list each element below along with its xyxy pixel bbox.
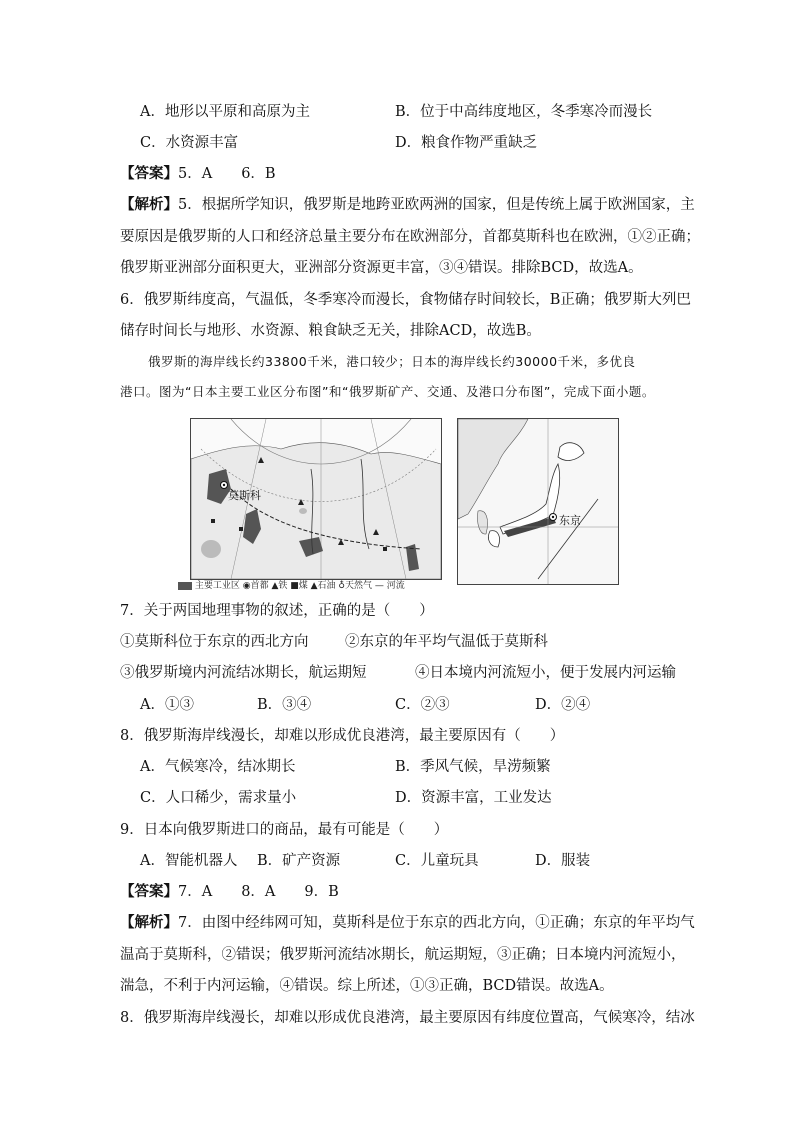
answer-line	[120, 882, 339, 902]
explanation-line: 6．俄罗斯纬度高，气温低，冬季寒冷而漫长，食物储存时间较长，B正确；俄罗斯大列巴	[120, 292, 691, 308]
q8-option-a: A．气候寒冷，结冰期长	[140, 759, 296, 775]
explanation-line: 储存时间长与地形、水资源、粮食缺乏无关，排除ACD，故选B。	[120, 323, 541, 339]
answer-tag: 【答案】	[120, 883, 178, 900]
q9-option-d: D．服装	[535, 853, 591, 869]
answer-tag: 【答案】	[120, 165, 178, 182]
russia-map	[190, 418, 442, 580]
intro-line: 港口。图为“日本主要工业区分布图”和“俄罗斯矿产、交通、及港口分布图”，完成下面小题。	[120, 384, 655, 399]
explanation-line	[120, 195, 695, 215]
question-7-stem: 7．关于两国地理事物的叙述，正确的是（ ）	[120, 603, 434, 619]
question-9-stem: 9．日本向俄罗斯进口的商品，最有可能是（ ）	[120, 822, 449, 838]
map-legend	[178, 578, 458, 591]
q7-option-a: A．①③	[140, 697, 194, 713]
japan-map-graphic	[458, 419, 618, 584]
explanation-tag: 【解析】	[120, 196, 178, 213]
explanation-line	[120, 913, 695, 933]
q7-statement-3: ③俄罗斯境内河流结冰期长，航运期短	[120, 665, 367, 681]
moscow-label: 莫斯科	[228, 489, 261, 502]
option-b: B．位于中高纬度地区，冬季寒冷而漫长	[395, 104, 653, 120]
q8-option-d: D．资源丰富，工业发达	[395, 790, 552, 806]
q7-statement-2: ②东京的年平均气温低于莫斯科	[345, 634, 548, 650]
explanation-tag: 【解析】	[120, 914, 178, 931]
q7-statement-1: ①莫斯科位于东京的西北方向	[120, 634, 309, 650]
explanation-line: 温高于莫斯科，②错误；俄罗斯河流结冰期长，航运期短，③正确；日本境内河流短小，	[120, 947, 686, 963]
q7-statement-4: ④日本境内河流短小，便于发展内河运输	[415, 665, 676, 681]
q9-option-b: B．矿产资源	[257, 853, 341, 869]
explanation-line: 俄罗斯亚洲部分面积更大，亚洲部分资源更丰富，③④错误。排除BCD，故选A。	[120, 260, 643, 276]
q8-option-b: B．季风气候，旱涝频繁	[395, 759, 551, 775]
industrial-zone-swatch	[178, 582, 192, 590]
explanation-line: 8．俄罗斯海岸线漫长，却难以形成优良港湾，最主要原因有纬度位置高，气候寒冷，结冰	[120, 1010, 695, 1026]
japan-map	[457, 418, 619, 585]
explanation-line: 湍急，不利于内河运输，④错误。综上所述，①③正确，BCD错误。故选A。	[120, 978, 614, 994]
q8-option-c: C．人口稀少，需求量小	[140, 790, 297, 806]
q7-option-b: B．③④	[257, 697, 312, 713]
intro-line: 俄罗斯的海岸线长约33800千米，港口较少；日本的海岸线长约30000千米，多优良	[148, 354, 636, 369]
tokyo-label: 东京	[559, 514, 581, 527]
option-d: D．粮食作物严重缺乏	[395, 135, 538, 151]
answer-text: 7．A 8．A 9．B	[178, 884, 339, 900]
option-c: C．水资源丰富	[140, 135, 239, 151]
explanation-line: 要原因是俄罗斯的人口和经济总量主要分布在欧洲部分，首都莫斯科也在欧洲，①②正确；	[120, 229, 700, 245]
explanation-text: 7．由图中经纬网可知，莫斯科是位于东京的西北方向，①正确；东京的年平均气	[178, 915, 695, 931]
legend-text: 主要工业区 ◉首都 ▲铁 ■煤 ▲石油 ♁天然气 — 河流	[194, 581, 405, 591]
question-8-stem: 8．俄罗斯海岸线漫长，却难以形成优良港湾，最主要原因有（ ）	[120, 728, 565, 744]
option-a: A．地形以平原和高原为主	[140, 104, 310, 120]
q9-option-a: A．智能机器人	[140, 853, 238, 869]
q9-option-c: C．儿童玩具	[395, 853, 479, 869]
q7-option-c: C．②③	[395, 697, 450, 713]
explanation-text: 5．根据所学知识，俄罗斯是地跨亚欧两洲的国家，但是传统上属于欧洲国家，主	[178, 197, 695, 213]
answer-line	[120, 164, 276, 184]
q7-option-d: D．②④	[535, 697, 591, 713]
answer-text: 5．A 6．B	[178, 166, 276, 182]
